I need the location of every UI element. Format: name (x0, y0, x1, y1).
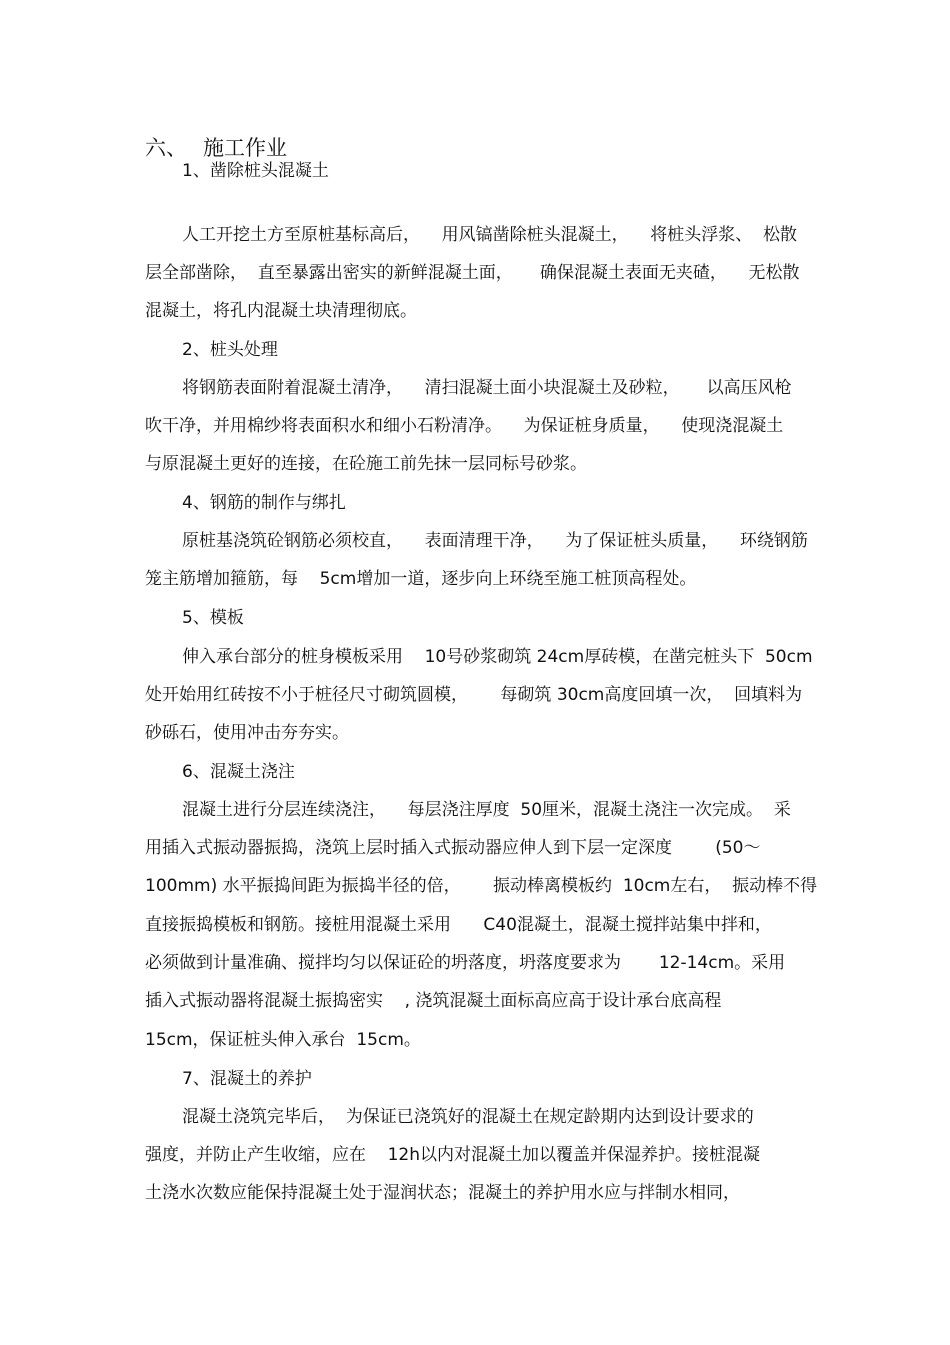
subheading-2: 2、桩头处理 (182, 340, 278, 360)
section-number: 六、 (145, 136, 187, 160)
paragraph-line: 15cm，保证桩头伸入承台 15cm。 (145, 1030, 421, 1050)
paragraph-line: 插入式振动器将混凝土振捣密实 , 浇筑混凝土面标高应高于设计承台底高程 (145, 991, 722, 1011)
paragraph-line: 将钢筋表面附着混凝土清净， 清扫混凝土面小块混凝土及砂粒， 以高压风枪 (182, 378, 792, 398)
paragraph-line: 混凝土进行分层连续浇注， 每层浇注厚度 50厘米，混凝土浇注一次完成。 采 (182, 800, 791, 820)
paragraph-line: 伸入承台部分的桩身模板采用 10号砂浆砌筑 24cm厚砖模，在凿完桩头下 50cm (182, 647, 813, 667)
paragraph-line: 处开始用红砖按不小于桩径尺寸砌筑圆模， 每砌筑 30cm高度回填一次， 回填料为 (145, 685, 803, 705)
paragraph-line: 混凝土浇筑完毕后， 为保证已浇筑好的混凝土在规定龄期内达到设计要求的 (182, 1107, 754, 1127)
paragraph-line: 层全部凿除， 直至暴露出密实的新鲜混凝土面， 确保混凝土表面无夹碴， 无松散 (145, 263, 800, 283)
paragraph-line: 用插入式振动器振捣，浇筑上层时插入式振动器应伸人到下层一定深度 (50～ (145, 838, 761, 858)
section-title: 施工作业 (203, 136, 287, 160)
paragraph-line: 直接振捣模板和钢筋。接桩用混凝土采用 C40混凝土，混凝土搅拌站集中拌和， (145, 915, 772, 935)
paragraph-line: 原桩基浇筑砼钢筋必须校直， 表面清理干净， 为了保证桩头质量， 环绕钢筋 (182, 531, 808, 551)
subheading-1: 1、凿除桩头混凝土 (182, 161, 329, 181)
subheading-6: 6、混凝土浇注 (182, 762, 295, 782)
paragraph-line: 吹干净，并用棉纱将表面积水和细小石粉清净。 为保证桩身质量， 使现浇混凝土 (145, 416, 784, 436)
paragraph-line: 笼主筋增加箍筋，每 5cm增加一道，逐步向上环绕至施工桩顶高程处。 (145, 569, 697, 589)
paragraph-line: 与原混凝土更好的连接，在砼施工前先抹一层同标号砂浆。 (145, 454, 587, 474)
paragraph-line: 100mm) 水平振捣间距为振捣半径的倍， 振动棒离模板约 10cm左右， 振动棒不得 (145, 876, 818, 896)
paragraph-line: 人工开挖土方至原桩基标高后， 用风镐凿除桩头混凝土， 将桩头浮浆、 松散 (182, 225, 798, 245)
paragraph-line: 砂砾石，使用冲击夯夯实。 (145, 723, 349, 743)
subheading-7: 7、混凝土的养护 (182, 1069, 312, 1089)
subheading-5: 5、模板 (182, 608, 244, 628)
paragraph-line: 土浇水次数应能保持混凝土处于湿润状态；混凝土的养护用水应与拌制水相同， (145, 1183, 740, 1203)
paragraph-line: 强度，并防止产生收缩，应在 12h以内对混凝土加以覆盖并保湿养护。接桩混凝 (145, 1145, 761, 1165)
paragraph-line: 混凝土，将孔内混凝土块清理彻底。 (145, 301, 417, 321)
subheading-4: 4、钢筋的制作与绑扎 (182, 493, 346, 513)
paragraph-line: 必须做到计量准确、搅拌均匀以保证砼的坍落度，坍落度要求为 12-14cm。采用 (145, 953, 786, 973)
